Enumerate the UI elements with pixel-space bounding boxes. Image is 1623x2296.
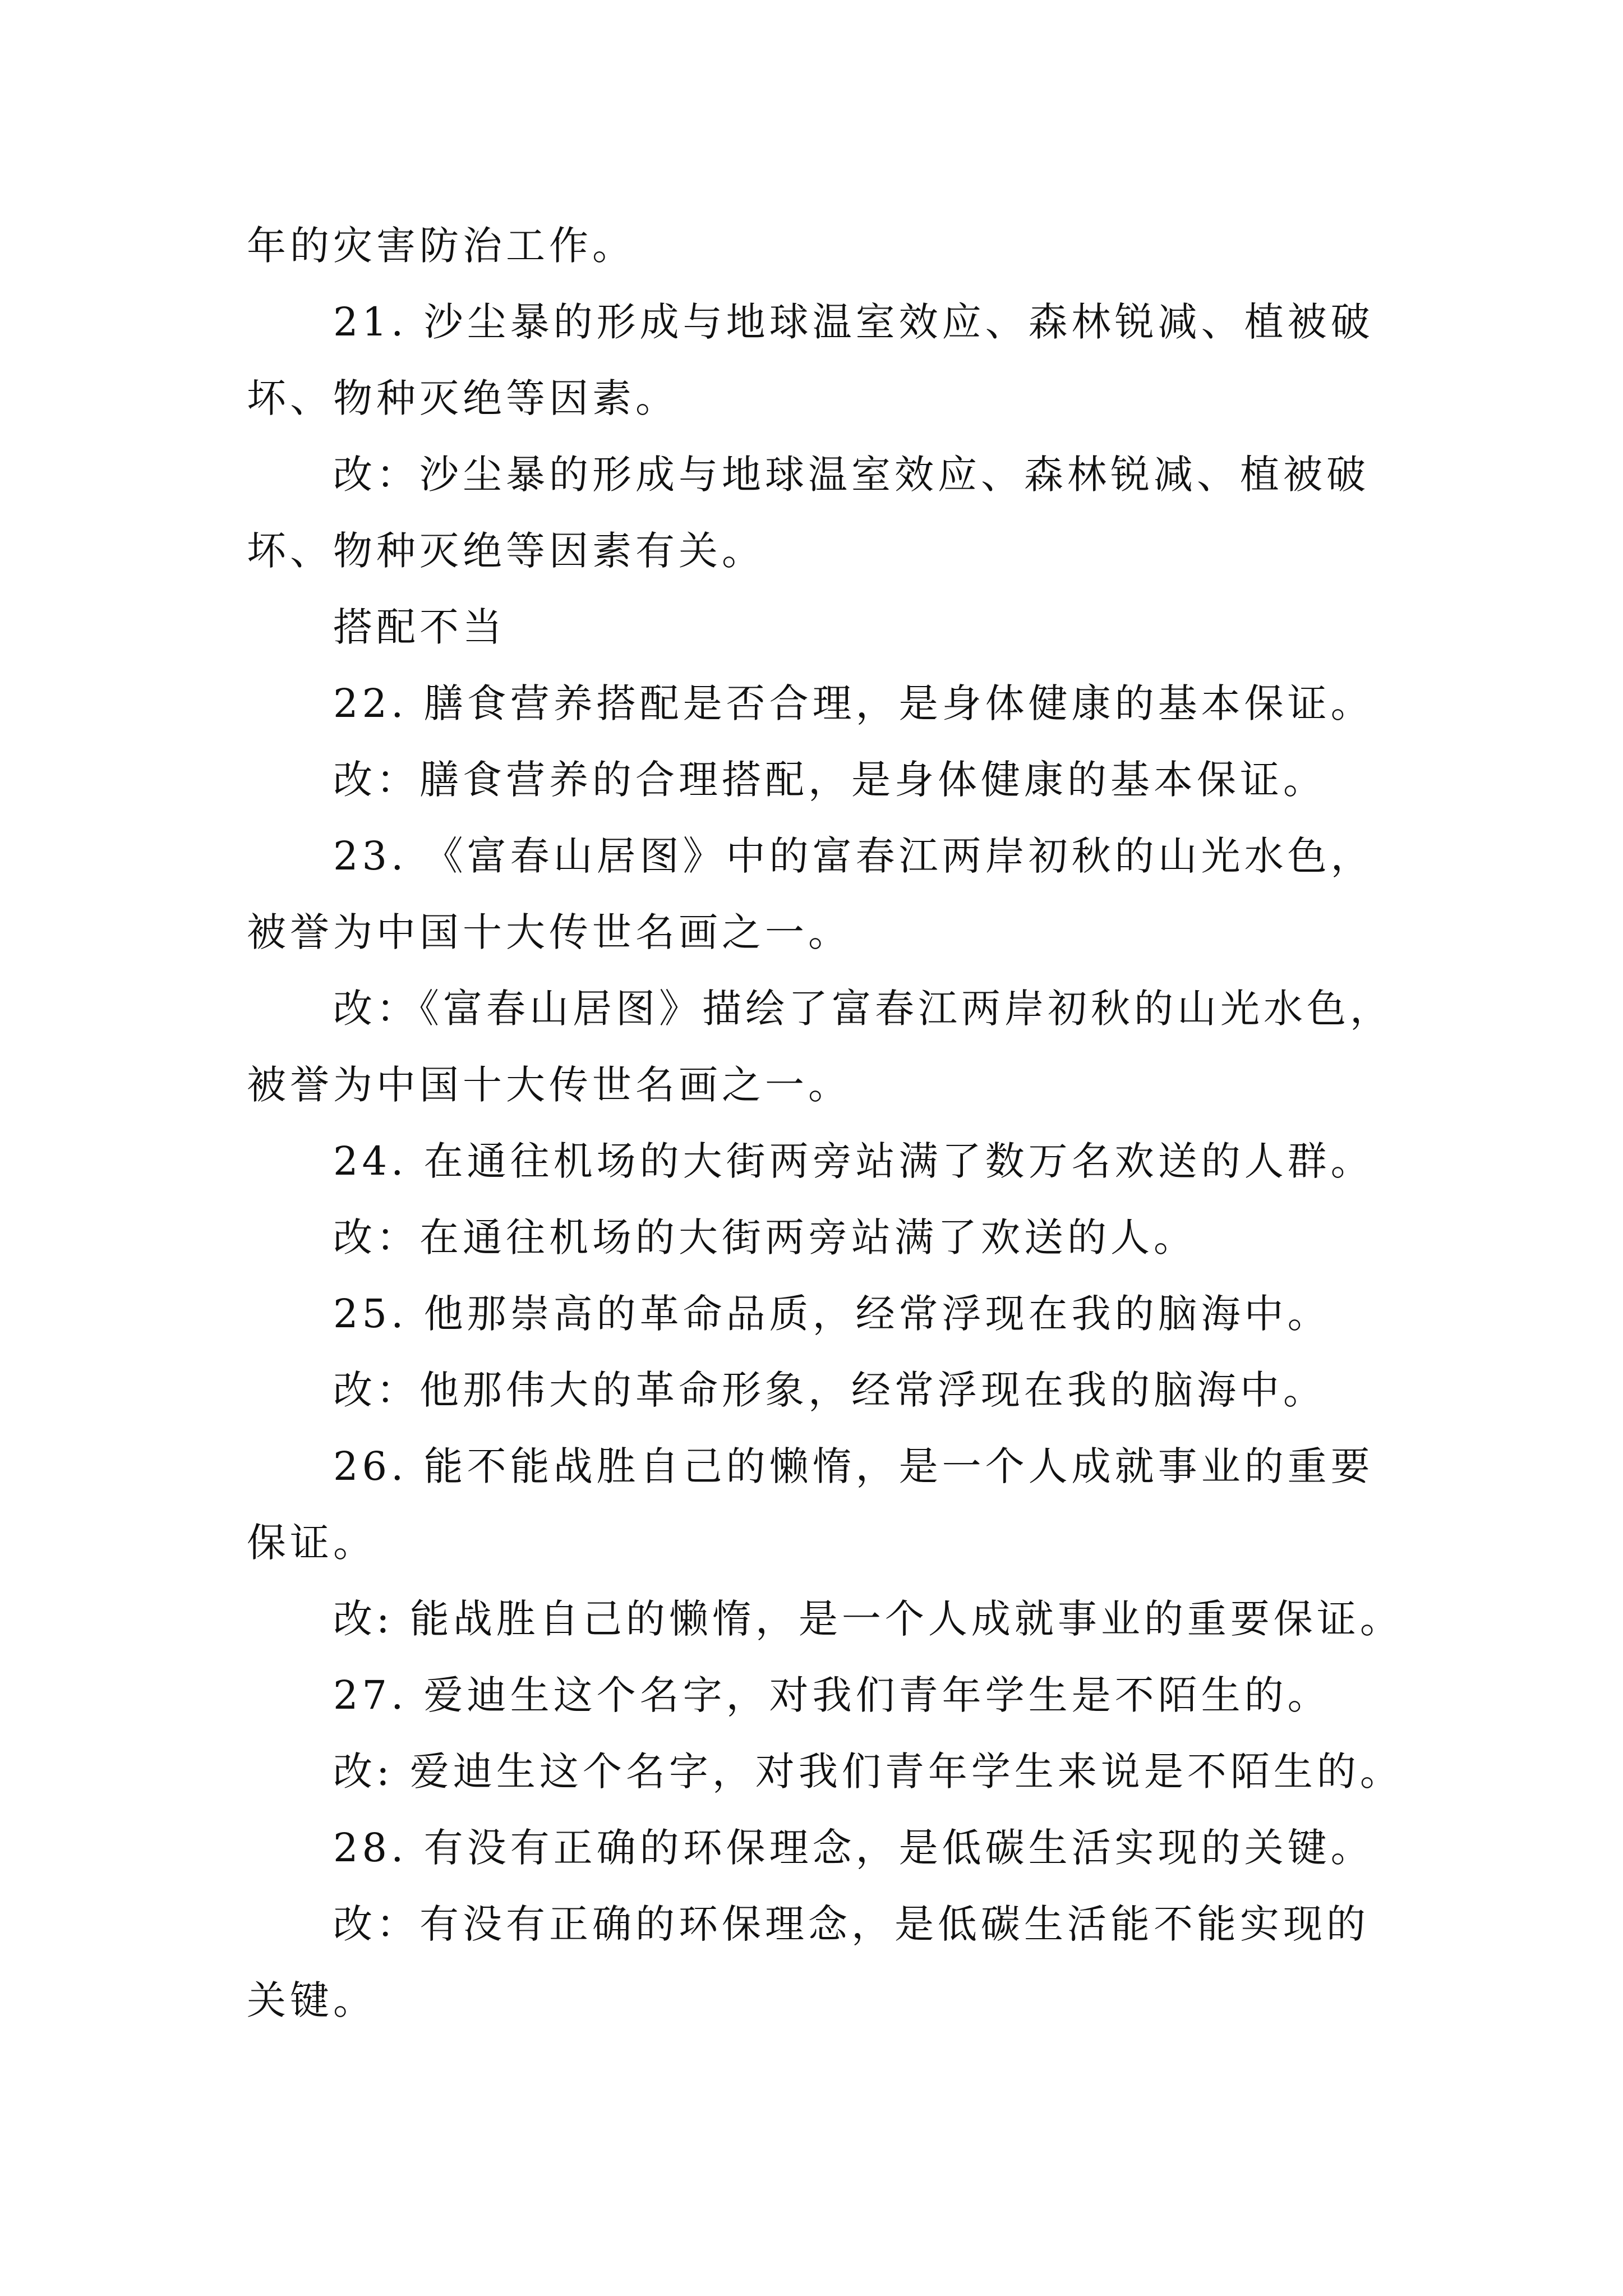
text-line: 改: 能战胜自己的懒惰，是一个人成就事业的重要保证。 (333, 1596, 1403, 1642)
text-line: 改: 爱迪生这个名字，对我们青年学生来说是不陌生的。 (333, 1749, 1403, 1795)
text-line: 改：沙尘暴的形成与地球温室效应、森林锐减、植被破 (333, 452, 1370, 498)
text-line: 22. 膳食营养搭配是否合理，是身体健康的基本保证。 (333, 680, 1374, 726)
text-line: 26. 能不能战胜自己的懒惰，是一个人成就事业的重要 (333, 1443, 1374, 1489)
text-line: 21. 沙尘暴的形成与地球温室效应、森林锐减、植被破 (333, 299, 1374, 345)
text-line: 改：在通往机场的大街两旁站满了欢送的人。 (333, 1214, 1197, 1260)
text-line: 28. 有没有正确的环保理念，是低碳生活实现的关键。 (333, 1825, 1374, 1871)
text-line: 被誉为中国十大传世名画之一。 (247, 1062, 851, 1108)
text-line: 坏、物种灭绝等因素有关。 (247, 528, 765, 574)
text-line: 坏、物种灭绝等因素。 (247, 375, 679, 421)
text-line: 关键。 (247, 1977, 376, 2023)
text-line: 年的灾害防治工作。 (247, 223, 635, 269)
section-heading: 搭配不当 (333, 604, 506, 650)
text-line: 23. 《富春山居图》中的富春江两岸初秋的山光水色， (333, 833, 1374, 879)
text-line: 24. 在通往机场的大街两旁站满了数万名欢送的人群。 (333, 1138, 1374, 1184)
text-line: 改：他那伟大的革命形象，经常浮现在我的脑海中。 (333, 1367, 1326, 1413)
text-line: 改：《富春山居图》描绘了富春江两岸初秋的山光水色， (333, 986, 1393, 1032)
document-body (247, 208, 1403, 2039)
text-line: 改：膳食营养的合理搭配，是身体健康的基本保证。 (333, 757, 1326, 803)
text-line: 改：有没有正确的环保理念，是低碳生活能不能实现的 (333, 1901, 1370, 1947)
text-line: 25. 他那崇高的革命品质，经常浮现在我的脑海中。 (333, 1291, 1331, 1337)
text-line: 被誉为中国十大传世名画之一。 (247, 909, 851, 955)
text-line: 保证。 (247, 1520, 376, 1566)
text-line: 27. 爱迪生这个名字，对我们青年学生是不陌生的。 (333, 1672, 1331, 1718)
